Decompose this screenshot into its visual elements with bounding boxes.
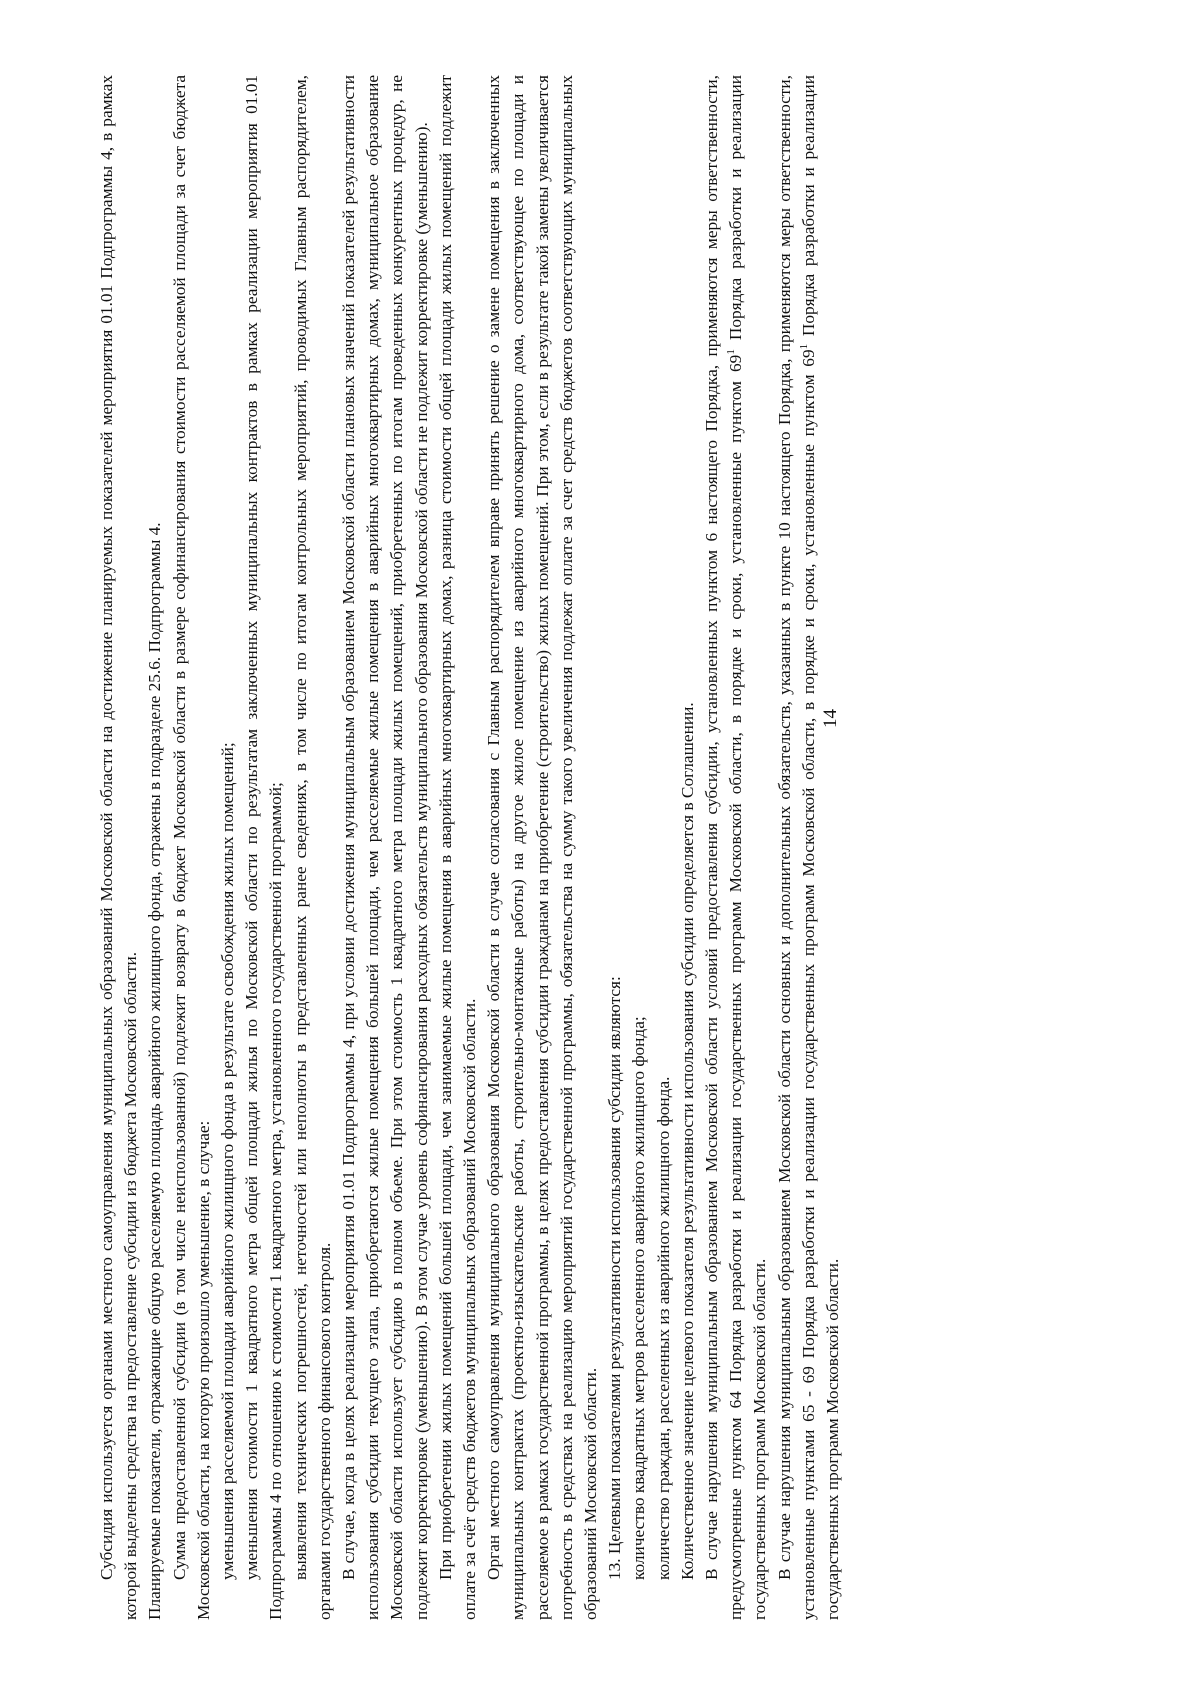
paragraph: Сумма предоставленной субсидии (в том числе неиспользованной) подлежит возврату в бюджет Московской области в размере софинансирования стоимости расселяемой площади за счет бюджета Московской области, на которую произошло уменьшение, в случае: xyxy=(169,75,213,1620)
paragraph: Орган местного самоуправления муниципального образования Московской области в случае согласования с Главным распорядителем вправе принять решение о замене помещения в заключенных муниципальных контрактах (проектно-изыскательские работы, строительно-монтажные работы) на другое жилое помещение из аварийного многоквартирного дома, соответствующее по площади и расселяемое в рамках государственной программы, в целях предоставления субсидии гражданам на приобретение (строительство) жилых помещений. При этом, если в результате такой замены увеличивается потребность в средствах на реализацию мероприятий государственной программы, обязательства на сумму такого увеличения подлежат оплате за счет средств бюджетов соответствующих муниципальных образований Московской области. xyxy=(484,75,601,1620)
list-item: выявления технических погрешностей, неточностей или неполноты в представленных ранее сведениях, в том числе по итогам контрольных мероприятий, проводимых Главным распорядителем, органами государственного финансового контроля. xyxy=(290,75,334,1620)
list-item: количество граждан, расселенных из аварийного жилищного фонда. xyxy=(653,1076,673,1580)
superscript: 1 xyxy=(798,343,811,350)
list-item: уменьшения расселяемой площади аварийного жилищного фонда в результате освобождения жилых помещений; xyxy=(218,742,238,1580)
paragraph xyxy=(773,75,846,1620)
paragraph: Субсидия используется органами местного самоуправления муниципальных образований Московской области на достижение планируемых показателей мероприятия 01.01 Подпрограммы 4, в рамках которой выделены средства на предоставление субсидии из бюджета Московской области. xyxy=(97,75,141,1620)
paragraph-text: Порядка разработки и реализации государственных программ Московской области. xyxy=(726,75,770,1620)
paragraph: В случае, когда в целях реализации мероприятия 01.01 Подпрограммы 4, при условии достижения муниципальным образованием Московской области плановых значений показателей результативности использования субсидии текущего этапа, приобретаются жилые помещения большей площади, чем расселяемые жилые помещения в аварийных многоквартирных домах, муниципальное образование Московской области использует субсидию в полном объеме. При этом стоимость 1 квадратного метра площади жилых помещений, приобретенных по итогам проведенных конкурентных процедур, не подлежит корректировке (уменьшению). В этом случае уровень софинансирования расходных обязательств муниципального образования Московской области не подлежит корректировке (уменьшению). xyxy=(339,75,431,1620)
superscript: 1 xyxy=(725,349,738,355)
paragraph-text: В случае нарушения муниципальным образованием Московской области условий предоставления субсидии, установленных пунктом 6 настоящего Порядка, применяются меры ответственности, предусмотренные пунктом 64 Порядка разработки и реализации государственных программ Московской области, в порядке и сроки, установленные пунктом 69 xyxy=(702,75,746,1620)
list-item: уменьшения стоимости 1 квадратного метра общей площади жилья по Московской области по результатам заключенных муниципальных контрактов в рамках реализации мероприятия 01.01 Подпрограммы 4 по отношению к стоимости 1 квадратного метра, установленного государственной программой; xyxy=(242,75,286,1620)
list-item: количество квадратных метров расселенного аварийного жилищного фонда; xyxy=(629,1016,649,1580)
document-body xyxy=(95,75,1095,1620)
paragraph-text: В случае нарушения муниципальным образованием Московской области основных и дополнительных обязательств, указанных в пункте 10 настоящего Порядка, применяются меры ответственности, установленные пунктами 65 - 69 Порядка разработки и реализации государственных программ Московской области, в порядке и сроки, установленные пунктом 69 xyxy=(774,75,818,1620)
paragraph: Планируемые показатели, отражающие общую расселяемую площадь аварийного жилищного фонда, отражены в подразделе 25.6. Подпрограммы 4. xyxy=(145,522,165,1620)
paragraph: При приобретении жилых помещений большей площади, чем занимаемые жилые помещения в аварийных многоквартирных домах, разница стоимости общей площади жилых помещений подлежит оплате за счёт средств бюджетов муниципальных образований Московской области. xyxy=(435,75,480,1620)
paragraph: Количественное значение целевого показателя результативности использования субсидии определяется в Соглашении. xyxy=(677,702,697,1580)
paragraph xyxy=(700,75,773,1620)
paragraph: 13. Целевыми показателями результативности использования субсидии являются: xyxy=(605,976,625,1580)
paragraph-text: Порядка разработки и реализации государственных программ Московской области. xyxy=(798,75,843,1620)
page-number: 14 xyxy=(820,709,841,728)
